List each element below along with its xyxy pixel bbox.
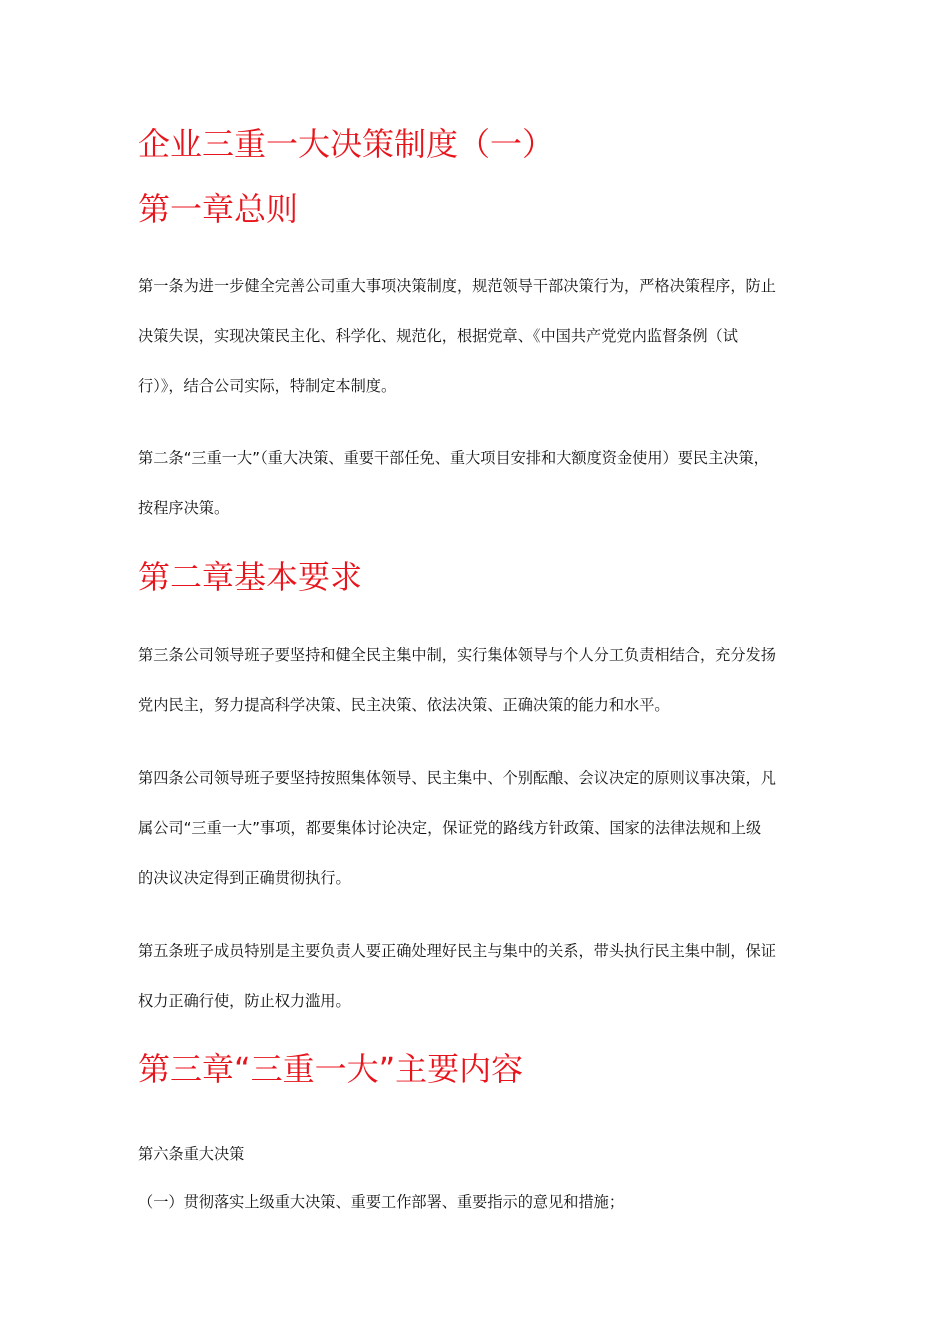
article-1-line: 第一条为进一步健全完善公司重大事项决策制度，规范领导干部决策行为，严格决策程序，防止 xyxy=(138,277,776,295)
chapter-2-heading: 第二章基本要求 xyxy=(138,558,363,596)
article-3 xyxy=(138,630,776,730)
article-6-item-1: （一）贯彻落实上级重大决策、重要工作部署、重要指示的意见和措施； xyxy=(138,1193,624,1211)
article-4-line: 第四条公司领导班子要坚持按照集体领导、民主集中、个别酝酿、会议决定的原则议事决策，凡 xyxy=(138,769,776,787)
article-1-line: 行）》，结合公司实际，特制定本制度。 xyxy=(138,377,397,395)
article-5-line: 第五条班子成员特别是主要负责人要正确处理好民主与集中的关系，带头执行民主集中制，保证 xyxy=(138,942,776,960)
article-1-line: 决策失误，实现决策民主化、科学化、规范化，根据党章、《中国共产党党内监督条例（试 xyxy=(138,327,738,345)
article-5 xyxy=(138,926,776,1026)
article-2-line: 第二条“三重一大”（重大决策、重要干部任免、重大项目安排和大额度资金使用）要民主决策， xyxy=(138,449,769,467)
article-3-line: 第三条公司领导班子要坚持和健全民主集中制，实行集体领导与个人分工负责相结合，充分发扬 xyxy=(138,646,776,664)
article-6-heading: 第六条重大决策 xyxy=(138,1145,245,1163)
chapter-1-heading: 第一章总则 xyxy=(138,190,299,228)
article-3-line: 党内民主，努力提高科学决策、民主决策、依法决策、正确决策的能力和水平。 xyxy=(138,696,670,714)
article-2-line: 按程序决策。 xyxy=(138,499,230,517)
article-2 xyxy=(138,433,769,533)
article-6 xyxy=(138,1130,624,1226)
article-5-line: 权力正确行使，防止权力滥用。 xyxy=(138,992,351,1010)
article-1 xyxy=(138,261,776,411)
document-title: 企业三重一大决策制度（一） xyxy=(138,125,555,163)
article-4 xyxy=(138,753,776,903)
article-4-line: 的决议决定得到正确贯彻执行。 xyxy=(138,869,351,887)
article-4-line: 属公司“三重一大”事项，都要集体讨论决定，保证党的路线方针政策、国家的法律法规和上级 xyxy=(138,819,762,837)
chapter-3-heading: 第三章“三重一大”主要内容 xyxy=(138,1050,524,1088)
